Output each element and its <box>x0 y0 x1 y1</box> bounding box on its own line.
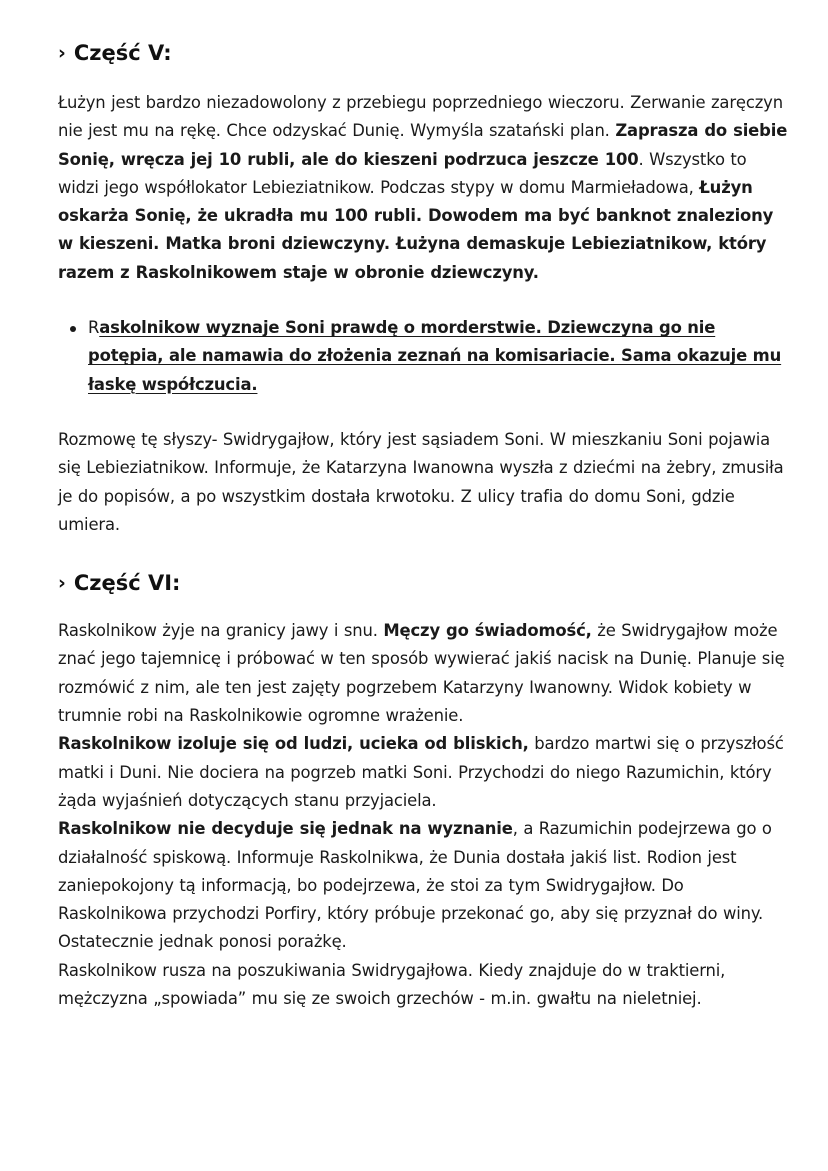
bullet-dot-icon <box>70 326 76 332</box>
bullet-first-letter: R <box>88 318 100 338</box>
section-6-heading-text: Część VI: <box>73 571 181 596</box>
list-item <box>58 314 788 399</box>
document-page <box>58 30 788 1013</box>
bold-phrase: Męczy go świadomość, <box>383 621 592 641</box>
section-5-paragraph-2: Rozmowę tę słyszy- Swidrygajłow, który jest sąsiadem Soni. W mieszkaniu Soni pojawia się Lebieziatnikow. Informuje, że Katarzyna Iwanowna wyszła z dziećmi na żebry, zmusiła je do popisów, a po wszystkim dostała krwotoku. Z ulicy trafia do domu Soni, gdzie umiera. <box>58 429 784 534</box>
bullet-list <box>58 314 788 399</box>
section-5-paragraph-1: Łużyn jest bardzo niezadowolony z przebiegu poprzedniego wieczoru. Zerwanie zaręczyn nie jest mu na rękę. Chce odzyskać Dunię. Wymyśla szatański plan. Zaprasza do siebie Sonię, wręcza jej 10 rubli, ale do kieszeni podrzuca jeszcze 100. Wszystko to widzi jego współlokator Lebieziatnikow. Podczas stypy w domu Marmieładowa, Łużyn oskarża Sonię, że ukradła mu 100 rubli. Dowodem ma być banknot znaleziony w kieszeni. Matka broni dziewczyny. Łużyna demaskuje Lebieziatnikow, który razem z Raskolnikowem staje w obronie dziewczyny. <box>58 93 788 282</box>
bullet-list-container <box>58 314 788 399</box>
section-5-heading <box>58 33 788 74</box>
underlined-bold-text: askolnikow wyznaje Soni prawdę o morderstwie. Dziewczyna go nie potępia, ale namawia do złożenia zeznań na komisariacie. Sama okazuje mu łaskę współczucia. <box>88 318 782 394</box>
section-5-heading-text: Część V: <box>73 41 172 65</box>
chevron-right-icon: › <box>58 572 66 595</box>
bold-phrase: Łużyn oskarża Sonię, że ukradła mu 100 rubli. Dowodem ma być banknot znaleziony w kieszeni. Matka broni dziewczyny. Łużyna demaskuje Lebieziatnikow, który razem z Raskolnikowem staje w obronie dziewczyny. <box>58 177 774 282</box>
section-6-heading <box>58 563 788 604</box>
section-6-paragraph: Raskolnikow żyje na granicy jawy i snu. Męczy go świadomość, że Swidrygajłow może znać jego tajemnicę i próbować w ten sposób wywierać jakiś nacisk na Dunię. Planuje się rozmówić z nim, ale ten jest zajęty pogrzebem Katarzyny Iwanowny. Widok kobiety w trumnie robi na Raskolnikowie ogromne wrażenie. Raskolnikow izoluje się od ludzi, ucieka od bliskich, bardzo martwi się o przyszłość matki i Duni. Nie dociera na pogrzeb matki Soni. Przychodzi do niego Razumichin, który żąda wyjaśnień dotyczących stanu przyjaciela. Raskolnikow nie decyduje się jednak na wyznanie, a Razumichin podejrzewa go o działalność spiskową. Informuje Raskolnikwa, że Dunia dostała jakiś list. Rodion jest zaniepokojony tą informacją, bo podejrzewa, że stoi za tym Swidrygajłow. Do Raskolnikowa przychodzi Porfiry, który próbuje przekonać go, aby się przyznał do winy. Ostatecznie jednak ponosi porażkę. Raskolnikow rusza na poszukiwania Swidrygajłowa. Kiedy znajduje do w traktierni, mężczyzna „spowiada” mu się ze swoich grzechów - m.in. gwałtu na nieletniej. <box>58 621 785 1009</box>
chevron-right-icon: › <box>58 42 66 64</box>
bold-phrase: Raskolnikow nie decyduje się jednak na wyznanie <box>58 819 513 839</box>
bold-phrase: Zaprasza do siebie Sonię, wręcza jej 10 rubli, ale do kieszeni podrzuca jeszcze 100 <box>58 121 788 169</box>
bold-phrase: Raskolnikow izoluje się od ludzi, ucieka od bliskich, <box>58 734 529 754</box>
